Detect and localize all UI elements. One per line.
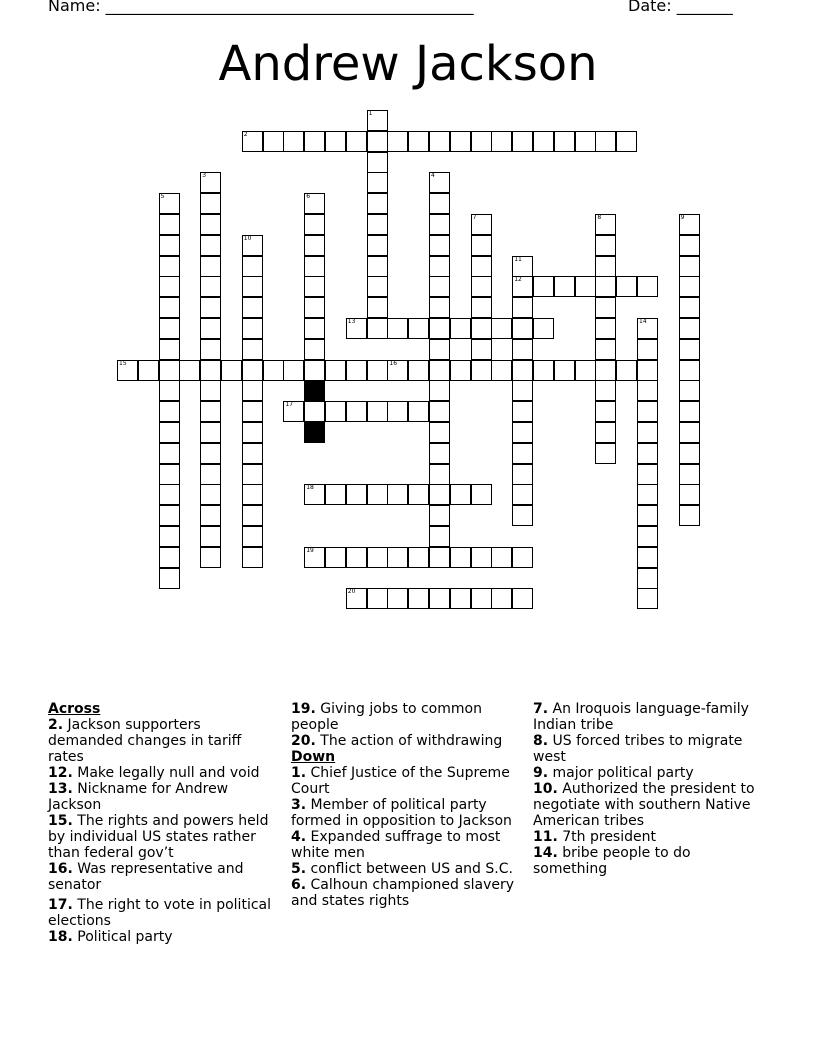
crossword-cell[interactable] [387,318,408,339]
crossword-cell[interactable] [304,547,325,568]
crossword-cell[interactable] [304,401,325,422]
crossword-cell[interactable] [159,360,180,381]
clue-down: 4. Expanded suffrage to most white men [291,829,501,861]
crossword-cell[interactable] [512,505,533,526]
crossword-cell[interactable] [200,443,221,464]
crossword-cell[interactable] [367,547,388,568]
clue-down: 1. Chief Justice of the Supreme Court [291,765,510,797]
crossword-cell[interactable] [471,484,492,505]
crossword-cell[interactable] [304,484,325,505]
crossword-cell[interactable] [471,360,492,381]
crossword-cell[interactable] [346,547,367,568]
crossword-cell[interactable] [679,401,700,422]
clue-down: 11. 7th president [533,829,656,845]
crossword-cell[interactable] [367,360,388,381]
cell-number: 17 [285,401,294,409]
crossword-cell[interactable] [200,422,221,443]
crossword-cell[interactable] [346,131,367,152]
crossword-cell[interactable] [346,401,367,422]
crossword-cell[interactable] [450,588,471,609]
crossword-cell[interactable] [616,131,637,152]
crossword-cell[interactable] [242,401,263,422]
crossword-cell[interactable] [637,526,658,547]
crossword-cell[interactable] [408,547,429,568]
crossword-cell[interactable] [595,131,616,152]
crossword-cell[interactable] [679,235,700,256]
crossword-cell[interactable] [595,276,616,297]
clue-column-3 [533,701,763,877]
cell-number: 4 [431,172,435,180]
crossword-cell[interactable] [242,443,263,464]
crossword-cell[interactable] [512,422,533,443]
crossword-cell[interactable] [367,276,388,297]
crossword-cell[interactable] [200,360,221,381]
crossword-cell[interactable] [367,318,388,339]
crossword-cell[interactable] [159,339,180,360]
crossword-cell[interactable] [179,360,200,381]
crossword-cell[interactable] [159,297,180,318]
crossword-cell[interactable] [637,484,658,505]
crossword-cell[interactable] [325,547,346,568]
crossword-cell[interactable] [159,318,180,339]
crossword-cell[interactable] [408,401,429,422]
crossword-cell[interactable] [637,547,658,568]
crossword-cell[interactable] [429,464,450,485]
crossword-cell[interactable] [512,339,533,360]
crossword-cell[interactable] [367,297,388,318]
crossword-cell[interactable] [367,152,388,173]
crossword-cell[interactable] [679,297,700,318]
crossword-cell[interactable] [242,360,263,381]
crossword-cell[interactable] [367,588,388,609]
crossword-cell[interactable] [159,505,180,526]
crossword-black-cell [304,422,325,443]
crossword-cell[interactable] [367,110,388,131]
crossword-cell[interactable] [325,360,346,381]
crossword-cell[interactable] [304,193,325,214]
crossword-cell[interactable] [429,172,450,193]
crossword-cell[interactable] [512,401,533,422]
crossword-cell[interactable] [679,484,700,505]
crossword-cell[interactable] [304,339,325,360]
crossword-cell[interactable] [221,360,242,381]
crossword-cell[interactable] [242,505,263,526]
clue-across: 13. Nickname for Andrew Jackson [48,781,229,813]
date-field[interactable]: Date: _______ [628,0,733,15]
clue-across: 17. The right to vote in political elections [48,897,271,929]
cell-number: 15 [119,359,127,367]
crossword-cell[interactable] [491,360,512,381]
crossword-cell[interactable] [325,484,346,505]
crossword-cell[interactable] [512,276,533,297]
clue-down: 6. Calhoun championed slavery and states rights [291,877,515,909]
crossword-cell[interactable] [159,193,180,214]
crossword-cell[interactable] [471,214,492,235]
crossword-cell[interactable] [533,318,554,339]
crossword-cell[interactable] [575,131,596,152]
crossword-cell[interactable] [429,547,450,568]
cell-number: 19 [306,546,314,554]
crossword-cell[interactable] [200,235,221,256]
crossword-cell[interactable] [512,297,533,318]
crossword-cell[interactable] [471,588,492,609]
cell-number: 20 [347,588,356,596]
clue-down: 9. major political party [533,765,694,781]
clue-down: 7. An Iroquois language-family Indian tribe [533,701,749,733]
crossword-cell[interactable] [595,360,616,381]
crossword-cell[interactable] [471,131,492,152]
crossword-cell[interactable] [491,318,512,339]
crossword-cell[interactable] [387,484,408,505]
crossword-cell[interactable] [491,131,512,152]
crossword-cell[interactable] [595,214,616,235]
name-field[interactable]: Name: ______________________________________________ [48,0,474,15]
crossword-cell[interactable] [387,131,408,152]
crossword-cell[interactable] [429,443,450,464]
crossword-cell[interactable] [679,380,700,401]
crossword-cell[interactable] [637,464,658,485]
crossword-cell[interactable] [595,443,616,464]
crossword-cell[interactable] [387,588,408,609]
crossword-cell[interactable] [512,360,533,381]
crossword-cell[interactable] [200,214,221,235]
crossword-cell[interactable] [679,256,700,277]
crossword-cell[interactable] [595,380,616,401]
crossword-cell[interactable] [117,360,138,381]
crossword-cell[interactable] [408,484,429,505]
crossword-cell[interactable] [263,131,284,152]
crossword-cell[interactable] [242,547,263,568]
crossword-cell[interactable] [242,339,263,360]
crossword-cell[interactable] [450,131,471,152]
cell-number: 16 [389,359,398,367]
cell-number: 6 [306,193,311,201]
crossword-cell[interactable] [429,276,450,297]
crossword-cell[interactable] [575,360,596,381]
cell-number: 12 [514,276,522,284]
crossword-cell[interactable] [159,256,180,277]
cell-number: 7 [472,214,477,221]
crossword-cell[interactable] [159,484,180,505]
crossword-cell[interactable] [200,380,221,401]
crossword-cell[interactable] [679,505,700,526]
crossword-cell[interactable] [346,360,367,381]
crossword-cell[interactable] [637,422,658,443]
crossword-cell[interactable] [325,401,346,422]
crossword-cell[interactable] [429,318,450,339]
crossword-cell[interactable] [367,235,388,256]
crossword-cell[interactable] [159,276,180,297]
page-title: Andrew Jackson [218,36,598,92]
crossword-cell[interactable] [242,380,263,401]
crossword-cell[interactable] [346,484,367,505]
crossword-cell[interactable] [471,547,492,568]
crossword-cell[interactable] [429,256,450,277]
crossword-cell[interactable] [367,256,388,277]
crossword-cell[interactable] [679,214,700,235]
crossword-cell[interactable] [637,443,658,464]
crossword-cell[interactable] [450,360,471,381]
crossword-cell[interactable] [200,505,221,526]
crossword-cell[interactable] [367,172,388,193]
crossword-cell[interactable] [263,360,284,381]
clue-across: 16. Was representative and senator [48,861,244,893]
crossword-cell[interactable] [429,339,450,360]
crossword-cell[interactable] [637,380,658,401]
crossword-cell[interactable] [304,256,325,277]
crossword-cell[interactable] [637,360,658,381]
cell-number: 8 [597,214,602,221]
crossword-cell[interactable] [512,464,533,485]
crossword-cell[interactable] [200,256,221,277]
crossword-cell[interactable] [429,131,450,152]
crossword-cell[interactable] [554,131,575,152]
crossword-cell[interactable] [200,276,221,297]
crossword-cell[interactable] [367,401,388,422]
clue-across: 20. The action of withdrawing [291,733,503,749]
cell-number: 9 [680,214,685,221]
clue-column-1 [48,701,280,945]
crossword-cell[interactable] [471,235,492,256]
crossword-cell[interactable] [429,380,450,401]
crossword-cell[interactable] [429,235,450,256]
crossword-cell[interactable] [304,214,325,235]
crossword-cell[interactable] [637,505,658,526]
clue-down: 5. conflict between US and S.C. [291,861,513,877]
crossword-cell[interactable] [679,464,700,485]
crossword-cell[interactable] [200,464,221,485]
crossword-cell[interactable] [159,464,180,485]
crossword-cell[interactable] [200,318,221,339]
crossword-cell[interactable] [554,276,575,297]
crossword-cell[interactable] [159,214,180,235]
clue-down: 8. US forced tribes to migrate west [533,733,743,765]
crossword-cell[interactable] [159,401,180,422]
crossword-cell[interactable] [595,297,616,318]
crossword-cell[interactable] [512,318,533,339]
cell-number: 1 [368,110,373,117]
crossword-cell[interactable] [595,401,616,422]
crossword-cell[interactable] [367,193,388,214]
crossword-cell[interactable] [408,360,429,381]
cell-number: 11 [514,255,522,263]
clue-across: 12. Make legally null and void [48,765,260,781]
crossword-cell[interactable] [429,422,450,443]
crossword-cell[interactable] [346,588,367,609]
crossword-cell[interactable] [450,318,471,339]
crossword-cell[interactable] [512,588,533,609]
crossword-cell[interactable] [159,568,180,589]
crossword-cell[interactable] [595,318,616,339]
crossword-cell[interactable] [242,276,263,297]
crossword-cell[interactable] [471,276,492,297]
crossword-cell[interactable] [138,360,159,381]
crossword-cell[interactable] [283,401,304,422]
crossword-cell[interactable] [283,131,304,152]
clue-across: 19. Giving jobs to common people [291,701,482,733]
crossword-cell[interactable] [637,318,658,339]
crossword-cell[interactable] [429,526,450,547]
crossword-cell[interactable] [429,505,450,526]
crossword-cell[interactable] [554,360,575,381]
crossword-cell[interactable] [575,276,596,297]
clue-column-2 [291,701,531,909]
crossword-cell[interactable] [512,547,533,568]
crossword-cell[interactable] [450,484,471,505]
crossword-cell[interactable] [242,297,263,318]
clue-across: 18. Political party [48,929,173,945]
crossword-cell[interactable] [429,214,450,235]
crossword-cell[interactable] [595,235,616,256]
crossword-cell[interactable] [159,443,180,464]
crossword-cell[interactable] [304,276,325,297]
crossword-cell[interactable] [450,547,471,568]
cell-number: 3 [202,172,207,180]
crossword-cell[interactable] [679,339,700,360]
crossword-cell[interactable] [471,339,492,360]
crossword-cell[interactable] [679,360,700,381]
crossword-cell[interactable] [616,360,637,381]
crossword-cell[interactable] [200,526,221,547]
crossword-cell[interactable] [242,464,263,485]
crossword-cell[interactable] [159,235,180,256]
cell-number: 10 [243,234,252,242]
clue-down: 14. bribe people to do something [533,845,691,877]
crossword-cell[interactable] [200,547,221,568]
crossword-cell[interactable] [159,422,180,443]
crossword-cell[interactable] [159,526,180,547]
crossword-cell[interactable] [637,339,658,360]
crossword-cell[interactable] [491,588,512,609]
crossword-cell[interactable] [304,360,325,381]
crossword-cell[interactable] [242,256,263,277]
down-heading: Down [291,749,336,765]
crossword-cell[interactable] [304,235,325,256]
crossword-cell[interactable] [679,276,700,297]
crossword-cell[interactable] [679,443,700,464]
crossword-cell[interactable] [304,131,325,152]
crossword-cell[interactable] [367,131,388,152]
crossword-cell[interactable] [200,297,221,318]
cell-number: 14 [639,318,647,325]
crossword-cell[interactable] [242,526,263,547]
crossword-cell[interactable] [471,318,492,339]
clue-down: 3. Member of political party formed in opposition to Jackson [291,797,512,829]
cell-number: 2 [243,130,248,138]
crossword-cell[interactable] [159,380,180,401]
crossword-cell[interactable] [242,484,263,505]
crossword-cell[interactable] [637,588,658,609]
across-heading: Across [48,701,101,717]
crossword-cell[interactable] [429,360,450,381]
crossword-cell[interactable] [595,339,616,360]
crossword-cell[interactable] [283,360,304,381]
crossword-cell[interactable] [471,297,492,318]
crossword-cell[interactable] [637,276,658,297]
crossword-cell[interactable] [200,401,221,422]
cell-number: 13 [347,318,356,325]
crossword-cell[interactable] [533,360,554,381]
crossword-cell[interactable] [491,547,512,568]
crossword-cell[interactable] [200,339,221,360]
crossword-cell[interactable] [679,318,700,339]
cell-number: 5 [160,193,165,201]
crossword-cell[interactable] [512,131,533,152]
crossword-cell[interactable] [512,484,533,505]
crossword-cell[interactable] [595,422,616,443]
cell-number: 18 [306,484,314,492]
crossword-cell[interactable] [512,443,533,464]
crossword-cell[interactable] [200,172,221,193]
crossword-cell[interactable] [512,256,533,277]
crossword-cell[interactable] [242,318,263,339]
crossword-cell[interactable] [429,193,450,214]
crossword-cell[interactable] [387,547,408,568]
crossword-cell[interactable] [679,422,700,443]
crossword-cell[interactable] [242,422,263,443]
crossword-cell[interactable] [325,131,346,152]
crossword-cell[interactable] [429,297,450,318]
crossword-cell[interactable] [304,318,325,339]
clue-across: 2. Jackson supporters demanded changes in tariff rates [48,717,242,765]
crossword-cell[interactable] [512,380,533,401]
crossword-cell[interactable] [346,318,367,339]
crossword-cell[interactable] [533,276,554,297]
crossword-cell[interactable] [242,235,263,256]
crossword-cell[interactable] [429,401,450,422]
crossword-cell[interactable] [367,484,388,505]
crossword-cell[interactable] [616,276,637,297]
crossword-cell[interactable] [429,484,450,505]
crossword-cell[interactable] [242,131,263,152]
crossword-cell[interactable] [387,401,408,422]
crossword-black-cell [304,380,325,401]
crossword-cell[interactable] [637,401,658,422]
crossword-cell[interactable] [367,214,388,235]
crossword-cell[interactable] [200,193,221,214]
clue-across: 15. The rights and powers held by individual US states rather than federal gov’t [48,813,269,861]
crossword-cell[interactable] [533,131,554,152]
crossword-cell[interactable] [200,484,221,505]
crossword-cell[interactable] [595,256,616,277]
crossword-cell[interactable] [408,318,429,339]
crossword-cell[interactable] [408,588,429,609]
crossword-cell[interactable] [159,547,180,568]
clue-down: 10. Authorized the president to negotiate with southern Native American tribes [533,781,755,829]
crossword-cell[interactable] [471,256,492,277]
crossword-cell[interactable] [637,568,658,589]
crossword-cell[interactable] [304,297,325,318]
crossword-cell[interactable] [429,588,450,609]
crossword-cell[interactable] [408,131,429,152]
crossword-cell[interactable] [387,360,408,381]
